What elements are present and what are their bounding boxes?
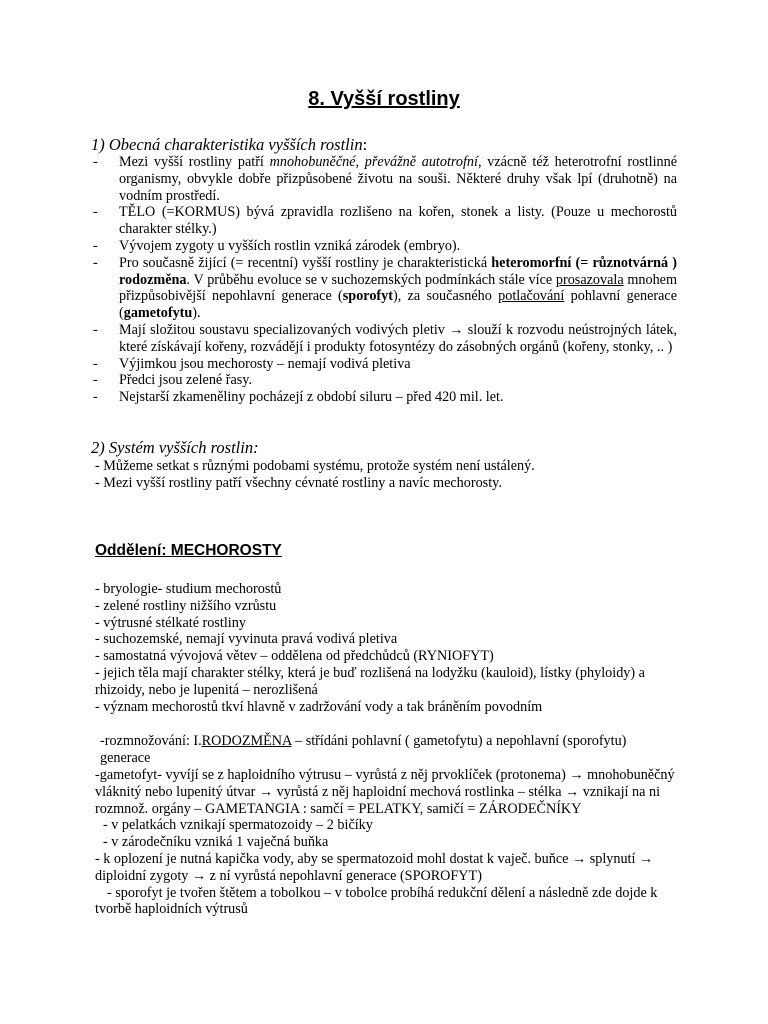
text-line: - samostatná vývojová větev – oddělena od předchůdců (RYNIOFYT)	[95, 648, 494, 665]
section2-lines	[95, 458, 675, 492]
section3-title: Oddělení: MECHOROSTY	[95, 542, 282, 559]
text-line: - v pelatkách vznikají spermatozoidy – 2 bičíky	[103, 817, 373, 834]
item-text: Pro současně žijící (= recentní) vyšší rostliny je charakteristická	[119, 254, 492, 271]
section2-heading: 2) Systém vyšších rostlin:	[91, 438, 259, 457]
item-text: ), za současného	[392, 288, 499, 305]
item-text: mnohem přizpůsobivější nepohlavní generace (	[119, 271, 678, 305]
text-line: - Mezi vyšší rostliny patří všechny cévnaté rostliny a navíc mechorosty.	[95, 474, 502, 491]
list-item: - Mají složitou soustavu specializovaných vodivých pletiv → slouží k rozvodu neústrojných látek, které získávají kořeny, rozvádějí i produkty fotosyntézy do zásobných orgánů (kořeny, stonky, .. )	[93, 322, 677, 356]
text-line: - k oplození je nutná kapička vody, aby se spermatozoid mohl dostat k vaječ. buňce → splynutí → diploidní zygoty → z ní vyrůstá nepohlavní generace (SPOROFYT)	[95, 850, 654, 884]
list-item	[93, 255, 677, 322]
item-text-bold: gametofytu	[123, 305, 193, 322]
item-text: Mezi vyšší rostliny patří	[119, 154, 270, 170]
list-item: - Nejstarší zkameněliny pocházejí z období siluru – před 420 mil. let.	[93, 389, 677, 406]
item-text-bold: heteromorfní (= různotvárná ) rodozměna	[119, 254, 677, 288]
text-line	[95, 733, 675, 767]
list-item: - Vývojem zygoty u vyšších rostlin vzniká zárodek (embryo).	[93, 238, 677, 255]
item-text-underlined: potlačování	[498, 288, 565, 305]
item-text-underlined: prosazovala	[555, 271, 624, 288]
section1-list	[93, 154, 677, 406]
text-line: - suchozemské, nemají vyvinuta pravá vodivá pletiva	[95, 631, 398, 648]
text-line: - zelené rostliny nižšího vzrůstu	[95, 597, 277, 614]
text-line: - význam mechorostů tkví hlavně v zadržování vody a tak bráněním povodním	[95, 698, 543, 715]
section1-heading-number: 1)	[91, 135, 105, 154]
section1-heading-text: Obecná charakteristika vyšších rostlin	[108, 135, 363, 154]
item-text: . V průběhu evoluce se v suchozemských podmínkách stále více	[186, 271, 556, 288]
item-text-bold: sporofyt	[342, 288, 393, 305]
rep-underlined: RODOZMĚNA	[201, 733, 292, 749]
rep-rest: – střídáni pohlavní ( gametofytu) a nepohlavní (sporofytu) generace	[100, 733, 627, 766]
item-text-italic: mnohobuněčné, převážně autotrofní	[269, 154, 478, 170]
text-line: - v zárodečníku vzniká 1 vaječná buňka	[103, 834, 329, 851]
list-item: - TĚLO (=KORMUS) bývá zpravidla rozlišeno na kořen, stonek a listy. (Pouze u mechorostů charakter stélky.)	[93, 204, 677, 238]
item-text: , vzácně též heterotrofní rostlinné organismy, obvykle dobře přizpůsobené životu na souši. Některé druhy však lpí (druhotně) na vodním prostředí.	[119, 154, 677, 204]
list-item: - Výjimkou jsou mechorosty – nemají vodivá pletiva	[93, 356, 677, 373]
text-line: - Můžeme setkat s různými podobami systému, protože systém není ustálený.	[95, 458, 535, 474]
text-line: -gametofyt- vyvíjí se z haploidního výtrusu – vyrůstá z něj prvoklíček (protonema) → mnohobuněčný vláknitý nebo lupenitý útvar → vyrůstá z něj haploidní mechová rostlinka – stélka → vznikají na ni rozmnož. orgány – GAMETANGIA : samčí = PELATKY, samičí = ZÁRODEČNÍKY	[95, 767, 675, 817]
section3-lines	[95, 581, 675, 715]
item-text: ).	[192, 305, 201, 322]
text-line: - jejich těla mají charakter stélky, která je buď rozlišená na lodyžku (kauloid), lístky (phyloidy) a rhizoidy, nebo je lupenitá – nerozlišená	[95, 664, 645, 698]
reproduction-line	[95, 733, 675, 767]
section1-heading	[91, 135, 367, 155]
rep-prefix: -rozmnožování: I.	[100, 733, 202, 749]
page-title: 8. Vyšší rostliny	[308, 88, 460, 110]
text-line: - sporofyt je tvořen štětem a tobolkou – v tobolce probíhá redukční dělení a následně zde dojde k tvorbě haploidních výtrusů	[95, 884, 658, 918]
gametophyte-lines	[95, 767, 675, 918]
list-item	[93, 154, 677, 204]
item-text: pohlavní generace (	[119, 288, 677, 322]
list-item: - Předci jsou zelené řasy.	[93, 372, 677, 389]
text-line: - výtrusné stélkaté rostliny	[95, 614, 246, 631]
section1-heading-colon: :	[362, 135, 368, 154]
text-line: - bryologie- studium mechorostů	[95, 581, 282, 597]
